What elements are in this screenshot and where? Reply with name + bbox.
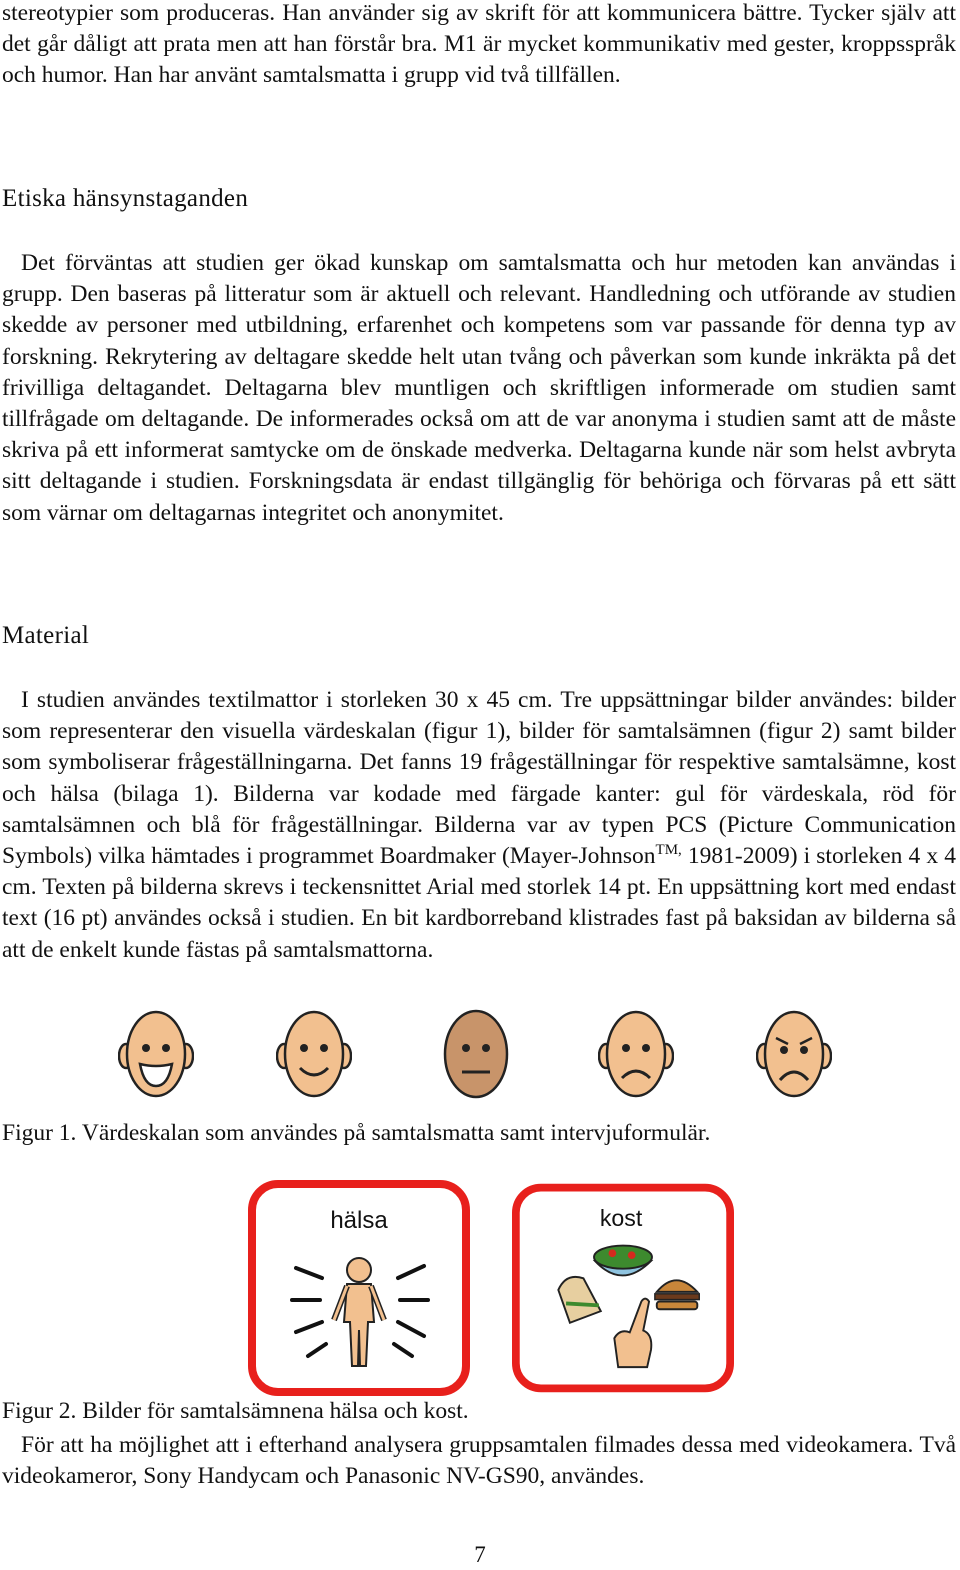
material-paragraph — [2, 685, 956, 966]
trademark-sup: TM, — [655, 842, 682, 859]
ethics-heading: Etiska hänsynstaganden — [2, 185, 249, 212]
figure2-caption: Figur 2. Bilder för samtalsämnena hälsa och kost. — [2, 1398, 469, 1424]
page-number: 7 — [474, 1542, 486, 1567]
material-heading: Material — [2, 622, 90, 649]
happy-face-icon — [276, 1008, 352, 1100]
very-happy-face-icon — [118, 1008, 194, 1100]
material-text-b: 1981-2009) i storleken 4 x 4 cm. Texten på bilderna skrevs i teckensnittet Arial med storlek 14 pt. En uppsättning kort med endast text (16 pt) användes också i studien. En bit kardborreband klistrades fast på baksidan av bilderna så att de enkelt kunde fästas på samtalsmattorna. — [2, 843, 956, 963]
material-text-a: I studien användes textilmattor i storleken 30 x 45 cm. Tre uppsättningar bilder användes: bilder som representerar den visuella värdeskalan (figur 1), bilder för samtalsämnen (figur 2) samt bilder som symboliserar frågeställningarna. Det fanns 19 frågeställningar för respektive samtalsämne, kost och hälsa (bilaga 1). Bilderna var kodade med färgade kanter: gul för värdeskala, röd för samtalsämnen och blå för frågeställningar. Bilderna var av typen PCS (Picture Communication Symbols) vilka hämtades i programmet Boardmaker (Mayer-Johnson — [2, 687, 956, 870]
sad-face-icon — [598, 1008, 674, 1100]
intro-paragraph: stereotypier som produceras. Han använder sig av skrift för att kommunicera bättre. Tycker själv att det går dåligt att prata men att han förstår bra. M1 är mycket kommunikativ med gester, kroppsspråk och humor. Han har använt samtalsmatta i grupp vid två tillfällen. — [2, 0, 956, 89]
very-sad-face-icon — [756, 1008, 832, 1100]
closing-paragraph: För att ha möjlighet att i efterhand analysera gruppsamtalen filmades dessa med videokamera. Två videokameror, Sony Handycam och Panasonic NV-GS90, användes. — [2, 1432, 956, 1490]
neutral-face-icon — [438, 1008, 514, 1100]
health-card-label: hälsa — [330, 1207, 388, 1234]
value-scale-figure — [118, 1008, 838, 1104]
health-card — [248, 1180, 470, 1396]
figure1-caption: Figur 1. Värdeskalan som användes på samtalsmatta samt intervjuformulär. — [2, 1120, 711, 1146]
ethics-paragraph: Det förväntas att studien ger ökad kunskap om samtalsmatta och hur metoden kan användas i grupp. Den baseras på litteratur som är aktuell och relevant. Handledning och utförande av studien skedde av personer med utbildning, erfarenhet och kompetens som var passande för denna typ av forskning. Rekrytering av deltagare skedde helt utan tvång och påverkan som kunde inkräkta på det frivilliga deltagandet. Deltagarna blev muntligen och skriftligen informerade om studien samt tillfrågade om deltagande. De informerades också om att de var anonyma i studien samt att de måste skriva på ett informerat samtycke om de önskade medverka. Deltagarna kunde när som helst avbryta sitt deltagande i studien. Forskningsdata är endast tillgänglig för behöriga och förvaras på ett sätt som värnar om deltagarnas integritet och anonymitet. — [2, 250, 956, 526]
food-card — [512, 1180, 734, 1396]
food-card-label: kost — [599, 1205, 643, 1232]
